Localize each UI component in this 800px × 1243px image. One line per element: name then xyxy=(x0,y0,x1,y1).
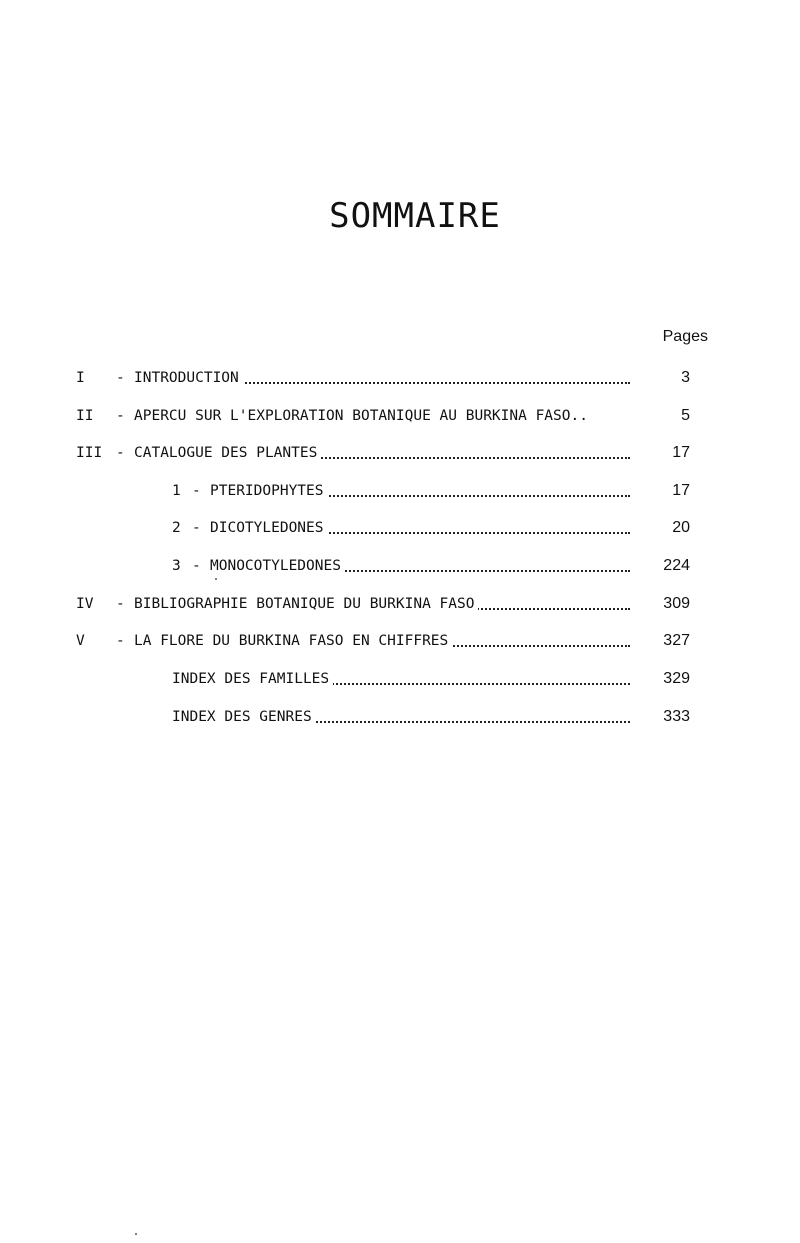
toc-entry-page: 3 xyxy=(681,369,690,386)
toc-entry-page: 20 xyxy=(672,519,690,536)
toc-entry-label: MONOCOTYLEDONES xyxy=(210,554,630,578)
toc-entry-page: 327 xyxy=(663,632,690,649)
toc-subentry[interactable] xyxy=(76,516,690,540)
toc-entry-page: 224 xyxy=(663,557,690,574)
toc-entry-number: III - xyxy=(76,445,125,461)
toc-entry-label: INTRODUCTION xyxy=(134,366,630,390)
page-title: SOMMAIRE xyxy=(329,196,501,236)
toc-entry-label: CATALOGUE DES PLANTES xyxy=(134,441,630,465)
toc-entry[interactable] xyxy=(76,592,690,616)
toc-entry-number: 3 - xyxy=(172,558,201,574)
toc-entry[interactable] xyxy=(76,404,690,428)
toc-entry-label: APERCU SUR L'EXPLORATION BOTANIQUE AU BURKINA FASO.. xyxy=(134,404,630,428)
toc-entry-page: 329 xyxy=(663,670,690,687)
toc-entry-page: 17 xyxy=(672,444,690,461)
toc-entry-number: V - xyxy=(76,633,125,649)
toc-entry-number: I - xyxy=(76,370,125,386)
toc-entry-page: 17 xyxy=(672,482,690,499)
toc-entry-page: 333 xyxy=(663,708,690,725)
toc-entry-number: 2 - xyxy=(172,520,201,536)
toc-entry[interactable] xyxy=(76,366,690,390)
toc-entry-page: 5 xyxy=(681,407,690,424)
toc-subentry[interactable] xyxy=(76,479,690,503)
toc-entry-label: PTERIDOPHYTES xyxy=(210,479,630,503)
toc-index-entry[interactable] xyxy=(76,705,690,729)
toc-entry[interactable] xyxy=(76,629,690,653)
toc-entry-label: INDEX DES GENRES xyxy=(172,705,630,729)
toc-entry-label: LA FLORE DU BURKINA FASO EN CHIFFRES xyxy=(134,629,630,653)
toc-entry-number: II - xyxy=(76,408,125,424)
toc-index-entry[interactable] xyxy=(76,667,690,691)
toc-subentry[interactable] xyxy=(76,554,690,578)
toc-entry[interactable] xyxy=(76,441,690,465)
toc-entry-label: BIBLIOGRAPHIE BOTANIQUE DU BURKINA FASO xyxy=(134,592,630,616)
scan-speck xyxy=(135,1233,137,1235)
toc-entry-label: INDEX DES FAMILLES xyxy=(172,667,630,691)
toc-entry-number: 1 - xyxy=(172,483,201,499)
toc-entry-label: DICOTYLEDONES xyxy=(210,516,630,540)
toc-entry-number: IV - xyxy=(76,596,125,612)
scan-speck xyxy=(215,578,217,580)
pages-column-header: Pages xyxy=(662,328,708,345)
toc-entry-page: 309 xyxy=(663,595,690,612)
